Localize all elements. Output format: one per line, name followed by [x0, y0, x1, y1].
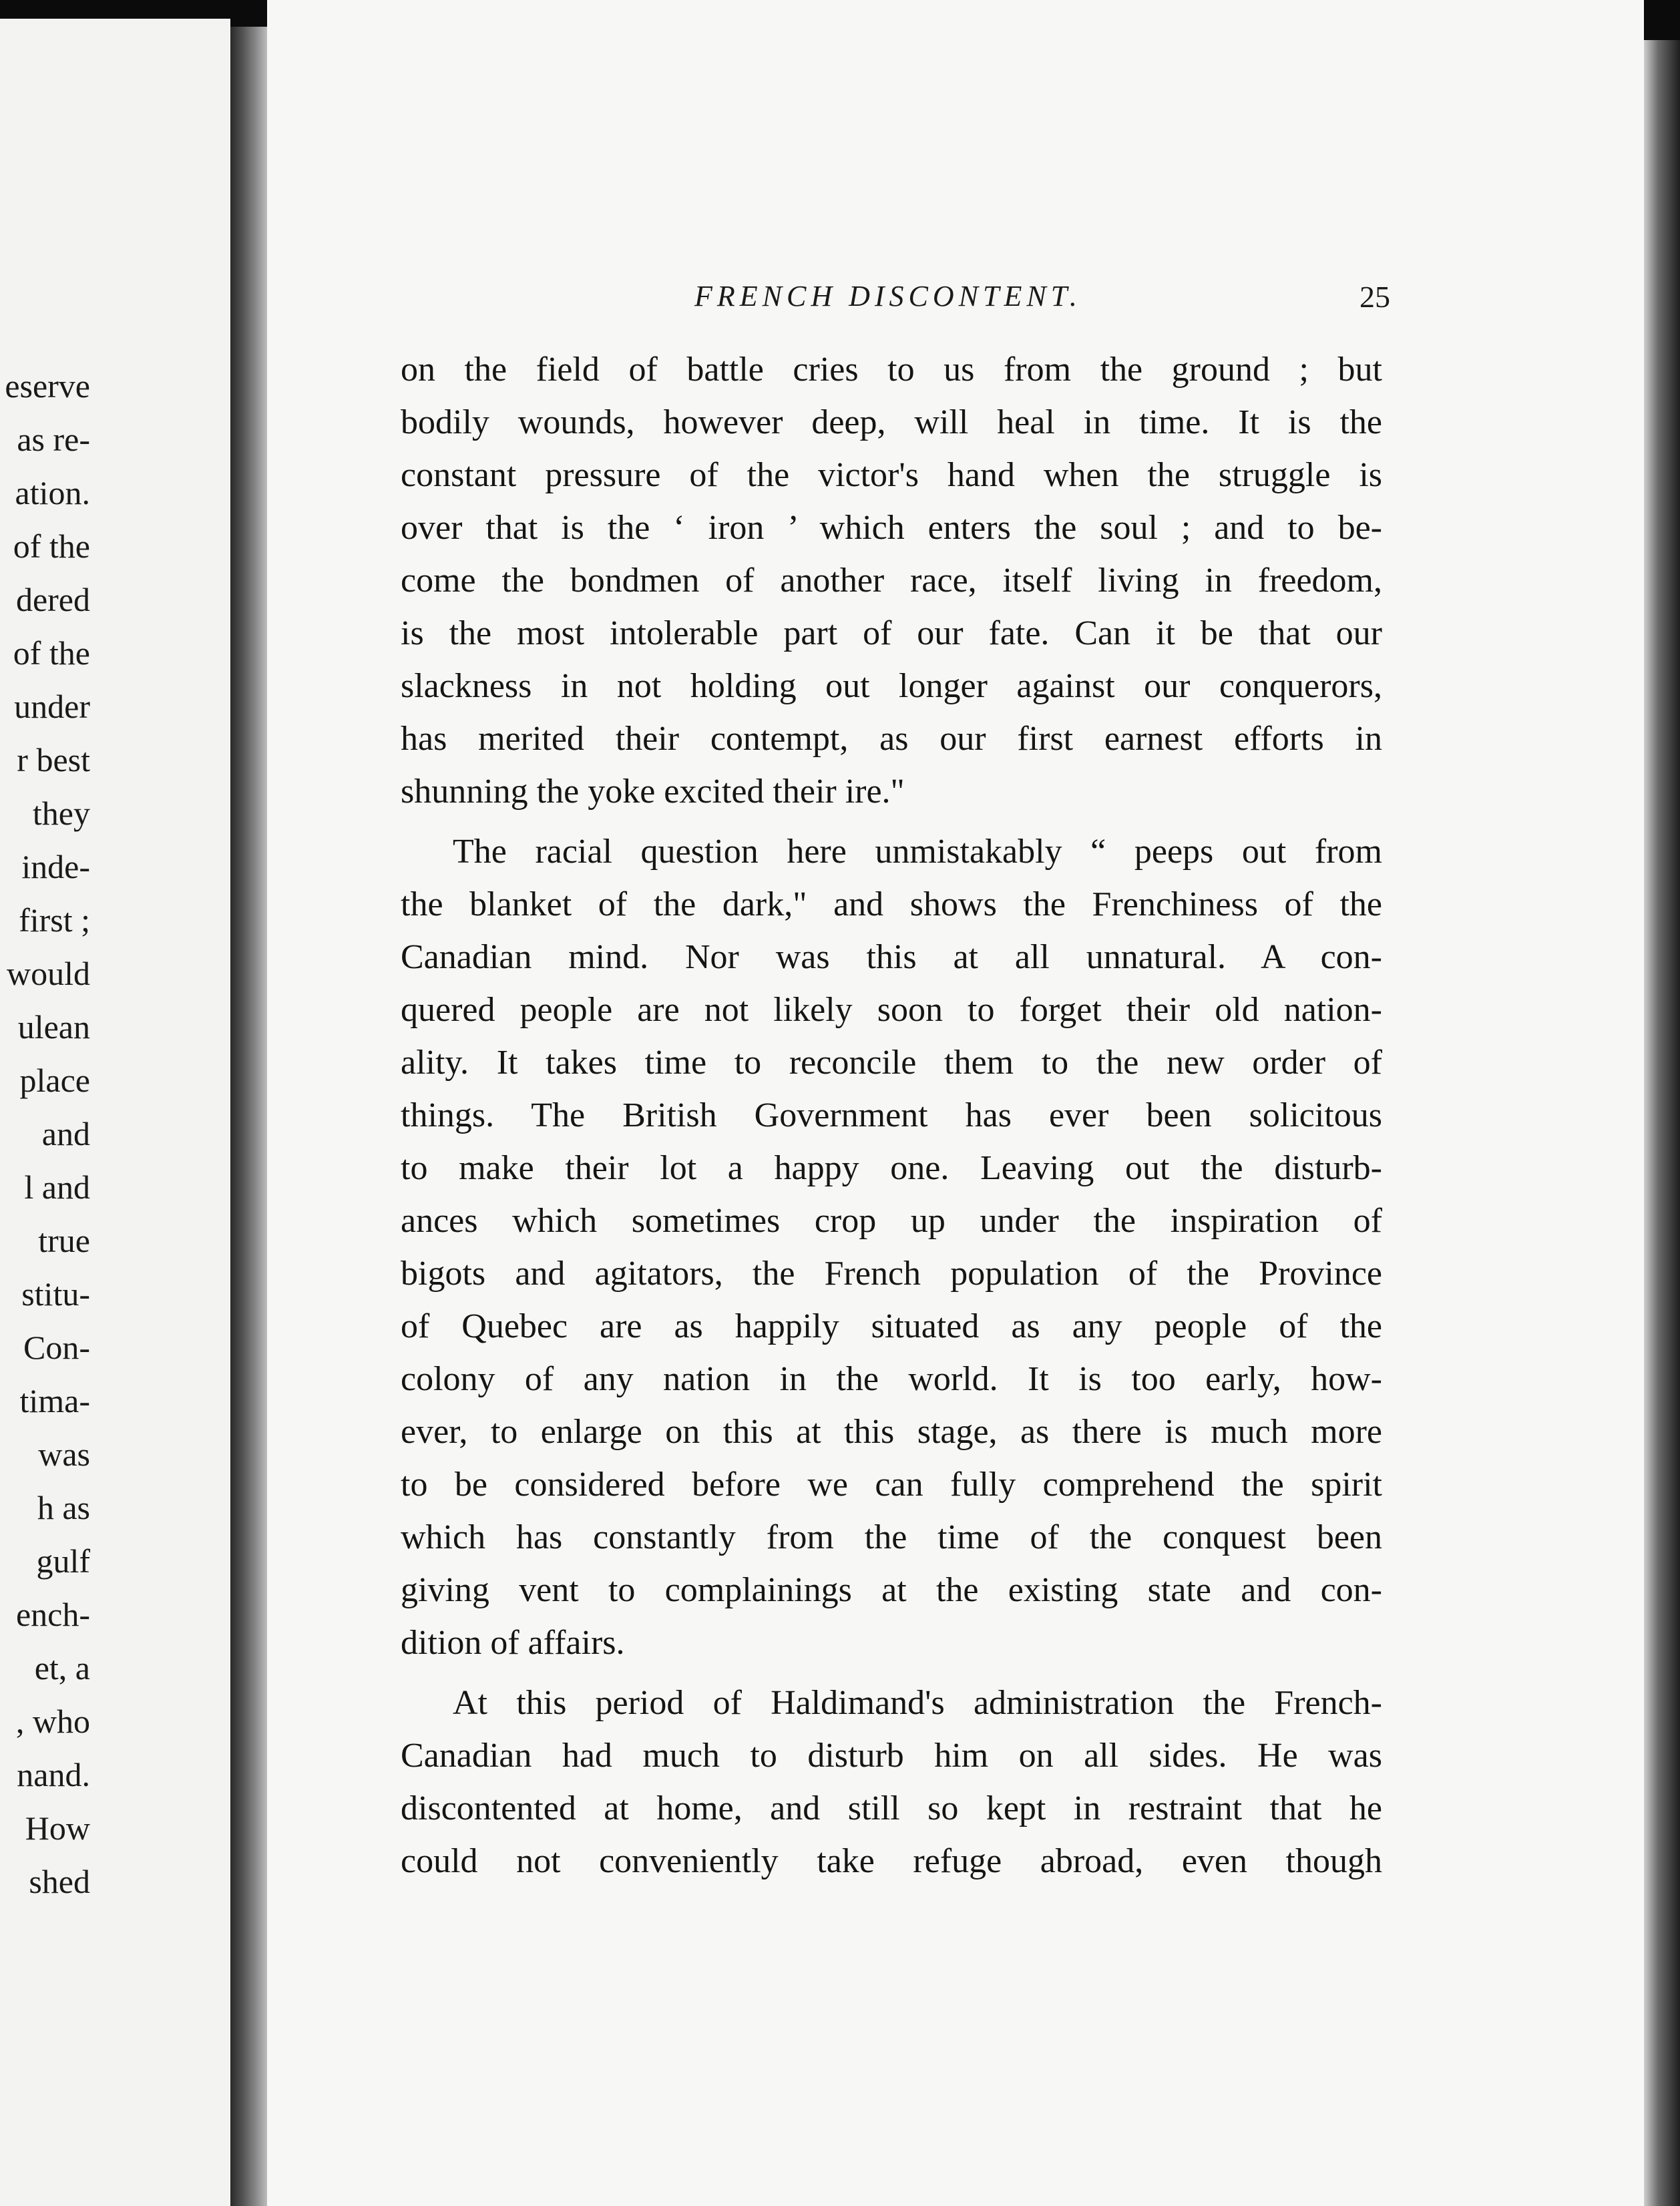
- facing-page-line: , who: [15, 1703, 90, 1740]
- facing-page-line: tima-: [19, 1382, 90, 1419]
- text-line: bigots and agitators, the French population of the Province: [401, 1255, 1382, 1293]
- text-line: At this period of Haldimand's administration the French-: [453, 1684, 1382, 1722]
- text-line: to be considered before we can fully comprehend the spirit: [401, 1466, 1382, 1504]
- facing-page-text: [0, 359, 90, 1908]
- text-line: has merited their contempt, as our first earnest efforts in: [401, 720, 1382, 758]
- facing-page-line: ench-: [15, 1596, 90, 1633]
- facing-page-line: Con-: [23, 1329, 90, 1366]
- text-line: Canadian mind. Nor was this at all unnatural. A con-: [401, 938, 1382, 976]
- facing-page-line: eserve: [5, 367, 90, 405]
- text-line: ances which sometimes crop up under the inspiration of: [401, 1202, 1382, 1240]
- paragraph: [401, 825, 1382, 1669]
- facing-page-line: of the: [13, 634, 90, 672]
- page-edge-shadow: [1644, 40, 1680, 2206]
- text-line: constant pressure of the victor's hand when the struggle is: [401, 456, 1382, 494]
- facing-page-line: place: [19, 1062, 90, 1099]
- text-line: bodily wounds, however deep, will heal in time. It is the: [401, 403, 1382, 441]
- text-line: over that is the ‘ iron ’ which enters the soul ; and to be-: [401, 509, 1382, 547]
- facing-page-line: of the: [13, 527, 90, 565]
- facing-page-line: nand.: [17, 1756, 90, 1793]
- binding-gutter: [230, 27, 267, 2206]
- facing-page-line: true: [38, 1222, 90, 1259]
- text-line: which has constantly from the time of the conquest been: [401, 1518, 1382, 1556]
- facing-page-line: under: [14, 688, 90, 725]
- text-line: Canadian had much to disturb him on all sides. He was: [401, 1737, 1382, 1775]
- paragraph: [401, 1677, 1382, 1888]
- facing-page-line: h as: [37, 1489, 90, 1526]
- facing-page-line: shed: [29, 1863, 90, 1900]
- facing-page-line: gulf: [36, 1542, 90, 1580]
- text-line: discontented at home, and still so kept in restraint that he: [401, 1789, 1382, 1827]
- text-line: the blanket of the dark," and shows the Frenchiness of the: [401, 885, 1382, 923]
- facing-page-line: et, a: [34, 1649, 90, 1687]
- facing-page-line: they: [32, 795, 90, 832]
- facing-page-line: would: [7, 955, 90, 992]
- text-line: The racial question here unmistakably “ peeps out from: [453, 833, 1382, 871]
- body-text: [401, 343, 1382, 1888]
- facing-page-line: l and: [24, 1168, 90, 1206]
- paragraph-gap: [401, 1669, 1382, 1677]
- running-head: FRENCH DISCONTENT.: [694, 280, 1082, 312]
- text-line: shunning the yoke excited their ire.": [401, 773, 905, 811]
- facing-page-line: inde-: [21, 848, 90, 885]
- facing-page-line: first ;: [19, 901, 90, 939]
- text-line: is the most intolerable part of our fate. Can it be that our: [401, 614, 1382, 652]
- text-line: colony of any nation in the world. It is too early, how-: [401, 1360, 1382, 1398]
- facing-page-line: dered: [15, 581, 90, 618]
- text-line: giving vent to complainings at the existing state and con-: [401, 1571, 1382, 1609]
- facing-page-line: and: [41, 1115, 90, 1152]
- page-number: 25: [1359, 280, 1390, 314]
- paragraph: [401, 343, 1382, 818]
- facing-page-line: ation.: [15, 474, 90, 511]
- facing-page-line: ulean: [17, 1008, 90, 1046]
- facing-page-line: How: [25, 1809, 90, 1847]
- facing-page-line: r best: [17, 741, 90, 779]
- paragraph-gap: [401, 818, 1382, 825]
- facing-page-line: as re-: [17, 421, 90, 458]
- facing-page-left: [0, 19, 230, 2206]
- text-line: come the bondmen of another race, itself living in freedom,: [401, 562, 1382, 600]
- text-line: ever, to enlarge on this at this stage, as there is much more: [401, 1413, 1382, 1451]
- text-line: things. The British Government has ever been solicitous: [401, 1096, 1382, 1134]
- text-line: ality. It takes time to reconcile them to the new order of: [401, 1044, 1382, 1082]
- text-line: could not conveniently take refuge abroad, even though: [401, 1842, 1382, 1880]
- facing-page-line: stitu-: [21, 1275, 90, 1313]
- text-line: to make their lot a happy one. Leaving out the disturb-: [401, 1149, 1382, 1187]
- text-line: of Quebec are as happily situated as any people of the: [401, 1307, 1382, 1345]
- text-line: slackness in not holding out longer against our conquerors,: [401, 667, 1382, 705]
- text-line: quered people are not likely soon to forget their old nation-: [401, 991, 1382, 1029]
- facing-page-line: was: [38, 1436, 90, 1473]
- text-line: on the field of battle cries to us from the ground ; but: [401, 351, 1382, 389]
- text-line: dition of affairs.: [401, 1624, 625, 1662]
